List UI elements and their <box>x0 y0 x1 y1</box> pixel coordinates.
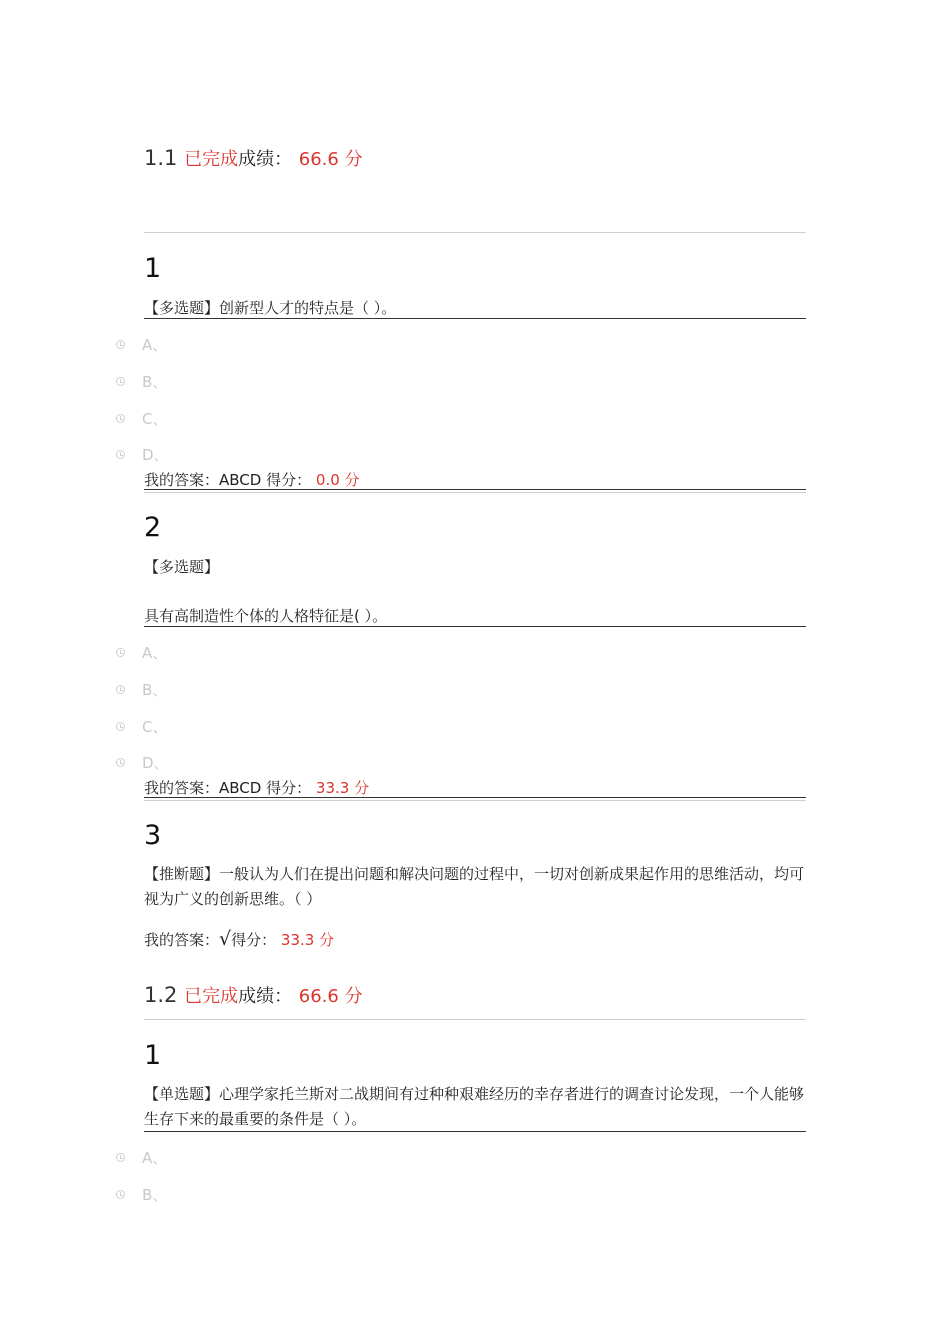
question-type: 【推断题】 <box>144 865 220 883</box>
question-body: 一般认为人们在提出问题和解决问题的过程中，一切对创新成果起作用的思维活动，均可视为广义的创新思维。（ ） <box>144 865 805 908</box>
radio-icon[interactable] <box>116 377 125 386</box>
option-label: C、 <box>142 409 168 428</box>
question-body: 创新型人才的特点是（ ）。 <box>219 299 397 317</box>
radio-icon[interactable] <box>116 1190 125 1199</box>
option-a[interactable] <box>116 643 167 661</box>
question-number: 1 <box>144 253 162 284</box>
radio-icon[interactable] <box>116 648 125 657</box>
section-number: 1.1 <box>144 146 178 170</box>
section-status: 已完成 <box>184 149 239 170</box>
question-underline <box>144 318 806 319</box>
question-underline <box>144 626 806 627</box>
section-score: 66.6 分 <box>298 986 363 1007</box>
score-label: 成绩： <box>238 986 293 1007</box>
answer-label: 我的答案： <box>144 931 220 949</box>
radio-icon[interactable] <box>116 685 125 694</box>
question-body: 心理学家托兰斯对二战期间有过种种艰难经历的幸存者进行的调查讨论发现，一个人能够生存下来的最重要的条件是（ ）。 <box>144 1085 805 1128</box>
radio-icon[interactable] <box>116 450 125 459</box>
radio-icon[interactable] <box>116 340 125 349</box>
points-label: 得分： <box>266 471 312 489</box>
question-body: 具有高制造性个体的人格特征是( ）。 <box>144 607 388 625</box>
answer-label: 我的答案： <box>144 471 220 489</box>
option-b[interactable] <box>116 372 167 390</box>
points-value: 0.0 分 <box>315 471 360 489</box>
question-number: 2 <box>144 512 162 543</box>
divider <box>144 800 806 801</box>
points-label: 得分： <box>266 779 312 797</box>
radio-icon[interactable] <box>116 722 125 731</box>
answer-label: 我的答案： <box>144 779 220 797</box>
option-label: D、 <box>142 445 169 464</box>
divider <box>144 492 806 493</box>
option-label: C、 <box>142 717 168 736</box>
option-label: D、 <box>142 753 169 772</box>
points-label: 得分： <box>231 931 277 949</box>
divider <box>144 232 806 233</box>
option-c[interactable] <box>116 717 167 735</box>
question-type: 【多选题】 <box>144 558 220 576</box>
radio-icon[interactable] <box>116 414 125 423</box>
section-number: 1.2 <box>144 983 178 1007</box>
option-label: B、 <box>142 1185 168 1204</box>
answer-underline <box>144 797 806 798</box>
divider <box>144 1019 806 1020</box>
question-type: 【单选题】 <box>144 1085 220 1103</box>
option-a[interactable] <box>116 1148 167 1166</box>
option-label: B、 <box>142 680 168 699</box>
score-label: 成绩： <box>238 149 293 170</box>
section-header <box>144 145 363 171</box>
question-text <box>144 1082 806 1132</box>
answer-value: √ <box>219 928 232 950</box>
radio-icon[interactable] <box>116 1153 125 1162</box>
option-d[interactable] <box>116 753 169 771</box>
option-label: B、 <box>142 372 168 391</box>
question-text <box>144 297 396 318</box>
my-answer-row <box>144 928 334 950</box>
option-label: A、 <box>142 643 168 662</box>
question-number: 3 <box>144 820 162 851</box>
points-value: 33.3 分 <box>315 779 370 797</box>
section-score: 66.6 分 <box>298 149 363 170</box>
my-answer-row <box>144 777 369 798</box>
question-type: 【多选题】 <box>144 299 220 317</box>
option-label: A、 <box>142 335 168 354</box>
option-b[interactable] <box>116 680 167 698</box>
answer-underline <box>144 489 806 490</box>
points-value: 33.3 分 <box>280 931 335 949</box>
section-header <box>144 982 363 1008</box>
section-status: 已完成 <box>184 986 239 1007</box>
question-number: 1 <box>144 1040 162 1071</box>
option-a[interactable] <box>116 335 167 353</box>
question-text <box>144 862 806 912</box>
my-answer-row <box>144 469 360 490</box>
option-c[interactable] <box>116 409 167 427</box>
answer-value: ABCD <box>219 471 262 489</box>
option-b[interactable] <box>116 1185 167 1203</box>
radio-icon[interactable] <box>116 758 125 767</box>
option-d[interactable] <box>116 445 169 463</box>
question-underline <box>144 1131 806 1132</box>
option-label: A、 <box>142 1148 168 1167</box>
answer-value: ABCD <box>219 779 262 797</box>
